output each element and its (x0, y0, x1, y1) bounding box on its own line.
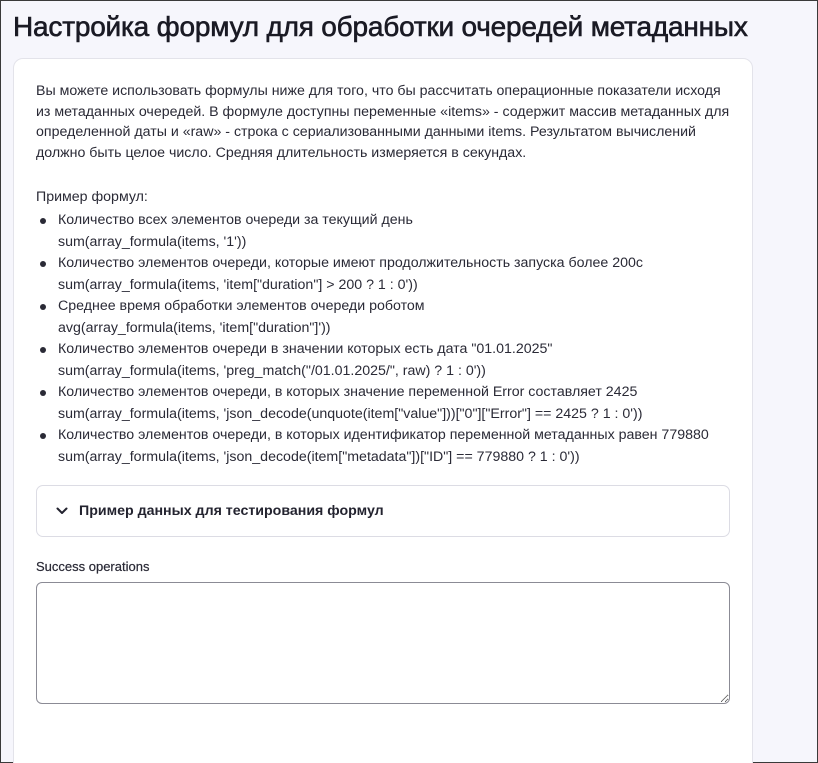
bullet-icon (40, 218, 46, 224)
example-item (36, 210, 730, 253)
example-description: Количество элементов очереди, в которых значение переменной Error составляет 2425 (58, 384, 638, 401)
page-title: Настройка формул для обработки очередей метаданных (13, 11, 748, 42)
example-description: Количество элементов очереди в значении которых есть дата "01.01.2025" (58, 341, 553, 358)
example-description: Количество элементов очереди, в которых идентификатор переменной метаданных равен 779880 (58, 427, 709, 444)
example-item (36, 339, 730, 382)
test-data-accordion[interactable] (36, 485, 730, 537)
success-operations-label: Success operations (36, 559, 150, 575)
example-formula: sum(array_formula(items, '1')) (58, 233, 247, 250)
example-description: Количество элементов очереди, которые имеют продолжительность запуска более 200с (58, 255, 643, 272)
example-formula: avg(array_formula(items, 'item["duration"]')) (58, 319, 331, 336)
bullet-icon (40, 304, 46, 310)
examples-heading: Пример формул: (36, 189, 148, 206)
bullet-icon (40, 433, 46, 439)
example-item (36, 253, 730, 296)
example-formula: sum(array_formula(items, 'json_decode(item["metadata"])["ID"] == 779880 ? 1 : 0')) (58, 448, 580, 465)
success-operations-textarea[interactable] (36, 582, 730, 704)
bullet-icon (40, 347, 46, 353)
formula-settings-card (13, 58, 753, 763)
bullet-icon (40, 390, 46, 396)
intro-text: Вы можете использовать формулы ниже для того, что бы рассчитать операционные показатели исходя из метаданных очередей. В формуле доступны переменные «items» - содержит массив метаданных для определенной даты и «raw» - строка с сериализованными данными items. Результатом вычислений должно быть целое число. Средняя длительность измеряется в секундах. (36, 83, 730, 161)
example-list (36, 210, 730, 468)
example-item (36, 425, 730, 468)
bullet-icon (40, 261, 46, 267)
accordion-title: Пример данных для тестирования формул (79, 503, 384, 520)
example-item (36, 382, 730, 425)
example-description: Среднее время обработки элементов очереди роботом (58, 298, 425, 315)
example-formula: sum(array_formula(items, 'item["duration"] > 200 ? 1 : 0')) (58, 276, 418, 293)
example-formula: sum(array_formula(items, 'preg_match("/01.01.2025/", raw) ? 1 : 0')) (58, 362, 486, 379)
chevron-down-icon (55, 504, 69, 518)
example-item (36, 296, 730, 339)
example-formula: sum(array_formula(items, 'json_decode(unquote(item["value"]))["0"]["Error"] == 2425 ? 1 : 0')) (58, 405, 643, 422)
example-description: Количество всех элементов очереди за текущий день (58, 212, 413, 229)
